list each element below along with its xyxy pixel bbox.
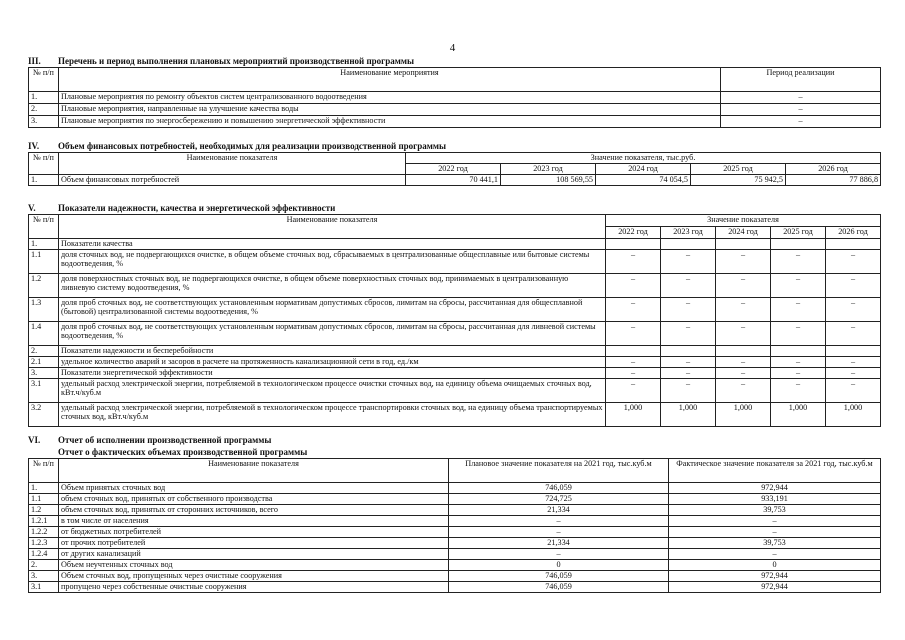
table-header-row xyxy=(29,153,881,164)
row-value xyxy=(716,346,771,357)
row-value: – xyxy=(606,274,661,298)
row-value xyxy=(771,239,826,250)
row-num: 1.3 xyxy=(29,298,59,322)
table-row xyxy=(29,527,881,538)
header-value: Значение показателя xyxy=(606,215,881,227)
year-header: 2023 год xyxy=(661,227,716,239)
row-num: 1. xyxy=(29,175,59,186)
row-name: Объем неучтенных сточных вод xyxy=(59,560,449,571)
table-row xyxy=(29,274,881,298)
row-num: 1.2.3 xyxy=(29,538,59,549)
table-row xyxy=(29,549,881,560)
year-header: 2022 год xyxy=(406,164,501,175)
section5-heading xyxy=(28,203,335,213)
row-value: – xyxy=(771,368,826,379)
table-row xyxy=(29,357,881,368)
row-num: 1. xyxy=(29,483,59,494)
row-value: – xyxy=(826,379,881,403)
row-name: доля проб сточных вод, не соответствующих установленным нормативам допустимых сбросов, лимитам на сбросы, рассчитанная для общесплавной (бытовой) централизованной системы водоотведения, % xyxy=(59,298,606,322)
row-value: – xyxy=(661,298,716,322)
section6-number: VI. xyxy=(28,435,41,445)
row-value xyxy=(826,346,881,357)
row-value: – xyxy=(716,322,771,346)
table-row xyxy=(29,322,881,346)
row-period: – xyxy=(721,92,881,104)
header-period: Период реализации xyxy=(721,68,881,92)
section6-title: Отчет об исполнении производственной программы xyxy=(58,435,272,445)
table-row xyxy=(29,250,881,274)
row-name: Плановые мероприятия, направленные на улучшение качества воды xyxy=(59,104,721,116)
row-value: – xyxy=(661,250,716,274)
row-value: 1,000 xyxy=(716,403,771,427)
section5-table xyxy=(28,214,881,427)
row-num: 3.1 xyxy=(29,379,59,403)
row-num: 1. xyxy=(29,239,59,250)
row-plan: 21,334 xyxy=(449,505,669,516)
row-value xyxy=(606,239,661,250)
table-row xyxy=(29,571,881,582)
year-header: 2025 год xyxy=(691,164,786,175)
row-fact: – xyxy=(669,516,881,527)
table-header-row xyxy=(29,459,881,483)
table-row xyxy=(29,505,881,516)
row-value: – xyxy=(826,250,881,274)
table-row xyxy=(29,379,881,403)
table-header-row xyxy=(29,215,881,227)
row-value: 74 054,5 xyxy=(596,175,691,186)
row-num: 1. xyxy=(29,92,59,104)
row-name: Плановые мероприятия по ремонту объектов систем централизованного водоотведения xyxy=(59,92,721,104)
row-num: 3. xyxy=(29,116,59,128)
year-header: 2022 год xyxy=(606,227,661,239)
row-num: 1.2 xyxy=(29,274,59,298)
row-value: – xyxy=(771,250,826,274)
row-name: доля сточных вод, не подвергающихся очистке, в общем объеме сточных вод, сбрасываемых в централизованные общесплавные или бытовые системы водоотведения, % xyxy=(59,250,606,274)
row-num: 1.4 xyxy=(29,322,59,346)
section3-number: III. xyxy=(28,56,41,66)
row-value: 77 886,8 xyxy=(786,175,881,186)
section3-title: Перечень и период выполнения плановых мероприятий производственной программы xyxy=(58,56,415,66)
row-value: – xyxy=(716,357,771,368)
row-value xyxy=(661,346,716,357)
row-value: – xyxy=(716,379,771,403)
row-fact: 39,753 xyxy=(669,538,881,549)
row-name: объем сточных вод, принятых от собственного производства xyxy=(59,494,449,505)
row-fact: 972,944 xyxy=(669,571,881,582)
row-name: доля проб сточных вод, не соответствующих установленным нормативам допустимых сбросов, лимитам на сбросы, рассчитанная для ливневой системы водоотведения, % xyxy=(59,322,606,346)
row-num: 2. xyxy=(29,346,59,357)
row-fact: 0 xyxy=(669,560,881,571)
table-row xyxy=(29,116,881,128)
row-value: – xyxy=(771,322,826,346)
row-name: от других канализаций xyxy=(59,549,449,560)
row-num: 1.2 xyxy=(29,505,59,516)
row-value: – xyxy=(606,368,661,379)
header-num: № п/п xyxy=(29,68,59,92)
table-row xyxy=(29,582,881,593)
row-value: – xyxy=(771,379,826,403)
row-plan: – xyxy=(449,516,669,527)
row-fact: – xyxy=(669,527,881,538)
page-number: 4 xyxy=(449,42,456,54)
table-row xyxy=(29,538,881,549)
table-row xyxy=(29,298,881,322)
row-name: от прочих потребителей xyxy=(59,538,449,549)
header-num: № п/п xyxy=(29,153,59,175)
row-num: 3.2 xyxy=(29,403,59,427)
row-fact: 39,753 xyxy=(669,505,881,516)
header-name: Наименование показателя xyxy=(59,459,449,483)
row-value: – xyxy=(716,274,771,298)
header-num: № п/п xyxy=(29,215,59,239)
header-value: Значение показателя, тыс.руб. xyxy=(406,153,881,164)
row-plan: 724,725 xyxy=(449,494,669,505)
row-plan: 746,059 xyxy=(449,571,669,582)
row-value: – xyxy=(606,322,661,346)
row-num: 2. xyxy=(29,104,59,116)
row-name: Объем сточных вод, пропущенных через очистные сооружения xyxy=(59,571,449,582)
row-num: 1.1 xyxy=(29,250,59,274)
row-value: – xyxy=(606,357,661,368)
year-header: 2026 год xyxy=(826,227,881,239)
header-name: Наименование мероприятия xyxy=(59,68,721,92)
header-plan: Плановое значение показателя на 2021 год, тыс.куб.м xyxy=(449,459,669,483)
row-name: доля поверхностных сточных вод, не подвергающихся очистке, в общем объеме поверхностных сточных вод, принимаемых в централизованную ливневую систему водоотведения, % xyxy=(59,274,606,298)
row-name: Объем принятых сточных вод xyxy=(59,483,449,494)
header-name: Наименование показателя xyxy=(59,215,606,239)
row-value: – xyxy=(716,298,771,322)
section4-heading xyxy=(28,141,446,151)
row-name: Объем финансовых потребностей xyxy=(59,175,406,186)
section5-title: Показатели надежности, качества и энергетической эффективности xyxy=(58,203,336,213)
section6-table xyxy=(28,458,881,593)
year-header: 2025 год xyxy=(771,227,826,239)
table-row xyxy=(29,516,881,527)
row-value: – xyxy=(826,357,881,368)
header-fact: Фактическое значение показателя за 2021 год, тыс.куб.м xyxy=(669,459,881,483)
row-num: 3. xyxy=(29,368,59,379)
row-value: – xyxy=(771,357,826,368)
row-num: 1.2.1 xyxy=(29,516,59,527)
row-value: – xyxy=(826,298,881,322)
row-value: – xyxy=(606,250,661,274)
year-header: 2023 год xyxy=(501,164,596,175)
row-name: Показатели энергетической эффективности xyxy=(59,368,606,379)
table-header-row xyxy=(29,68,881,92)
row-plan: 746,059 xyxy=(449,483,669,494)
row-value: – xyxy=(661,322,716,346)
row-value: – xyxy=(771,298,826,322)
row-value: 1,000 xyxy=(771,403,826,427)
row-value: 75 942,5 xyxy=(691,175,786,186)
table-row xyxy=(29,92,881,104)
section4-table xyxy=(28,152,881,186)
row-value xyxy=(661,239,716,250)
row-plan: 21,334 xyxy=(449,538,669,549)
row-value: 1,000 xyxy=(606,403,661,427)
row-num: 1.2.2 xyxy=(29,527,59,538)
section6-heading xyxy=(28,435,271,445)
row-num: 3.1 xyxy=(29,582,59,593)
table-row xyxy=(29,403,881,427)
row-value: – xyxy=(716,250,771,274)
row-name: от бюджетных потребителей xyxy=(59,527,449,538)
row-name: удельное количество аварий и засоров в расчете на протяженность канализационной сети в год, ед./км xyxy=(59,357,606,368)
year-header: 2024 год xyxy=(716,227,771,239)
row-num: 2. xyxy=(29,560,59,571)
row-value: – xyxy=(661,368,716,379)
row-name: удельный расход электрической энергии, потребляемой в технологическом процессе транспортировки сточных вод, на единицу объема транспортируемых сточных вод, кВт.ч/куб.м xyxy=(59,403,606,427)
row-value: 70 441,1 xyxy=(406,175,501,186)
section3-heading xyxy=(28,56,414,66)
header-num: № п/п xyxy=(29,459,59,483)
row-period: – xyxy=(721,104,881,116)
table-row xyxy=(29,560,881,571)
row-value: – xyxy=(606,298,661,322)
section5-number: V. xyxy=(28,203,36,213)
year-header: 2026 год xyxy=(786,164,881,175)
row-fact: 972,944 xyxy=(669,582,881,593)
row-plan: 0 xyxy=(449,560,669,571)
row-value: – xyxy=(661,274,716,298)
year-header: 2024 год xyxy=(596,164,691,175)
section4-title: Объем финансовых потребностей, необходимых для реализации производственной программы xyxy=(58,141,447,151)
row-value: – xyxy=(771,274,826,298)
row-value: – xyxy=(716,368,771,379)
row-name: в том числе от населения xyxy=(59,516,449,527)
table-row xyxy=(29,104,881,116)
row-fact: 933,191 xyxy=(669,494,881,505)
row-value xyxy=(771,346,826,357)
row-value: – xyxy=(826,368,881,379)
row-value xyxy=(826,239,881,250)
row-value xyxy=(606,346,661,357)
row-name: пропущено через собственные очистные сооружения xyxy=(59,582,449,593)
row-fact: 972,944 xyxy=(669,483,881,494)
table-row xyxy=(29,483,881,494)
row-value: – xyxy=(661,379,716,403)
row-fact: – xyxy=(669,549,881,560)
table-row xyxy=(29,346,881,357)
row-value: 1,000 xyxy=(826,403,881,427)
header-name: Наименование показателя xyxy=(59,153,406,175)
section4-number: IV. xyxy=(28,141,40,151)
row-value: – xyxy=(826,322,881,346)
row-value: 1,000 xyxy=(661,403,716,427)
row-name: Показатели надежности и бесперебойности xyxy=(59,346,606,357)
row-value: – xyxy=(826,274,881,298)
row-num: 3. xyxy=(29,571,59,582)
row-value: – xyxy=(606,379,661,403)
row-num: 1.1 xyxy=(29,494,59,505)
row-plan: – xyxy=(449,549,669,560)
row-period: – xyxy=(721,116,881,128)
row-value: 108 569,55 xyxy=(501,175,596,186)
row-name: Плановые мероприятия по энергосбережению и повышению энергетической эффективности xyxy=(59,116,721,128)
table-row xyxy=(29,239,881,250)
row-name: Показатели качества xyxy=(59,239,606,250)
row-name: объем сточных вод, принятых от сторонних источников, всего xyxy=(59,505,449,516)
row-plan: – xyxy=(449,527,669,538)
section6-subtitle: Отчет о фактических объемах производственной программы xyxy=(58,447,308,457)
table-row xyxy=(29,494,881,505)
row-value: – xyxy=(661,357,716,368)
row-value xyxy=(716,239,771,250)
row-num: 2.1 xyxy=(29,357,59,368)
table-row xyxy=(29,368,881,379)
row-num: 1.2.4 xyxy=(29,549,59,560)
row-plan: 746,059 xyxy=(449,582,669,593)
row-name: удельный расход электрической энергии, потребляемой в технологическом процессе очистки сточных вод, на единицу объема очищаемых сточных вод, кВт.ч/куб.м xyxy=(59,379,606,403)
table-row xyxy=(29,175,881,186)
section3-table xyxy=(28,67,881,128)
